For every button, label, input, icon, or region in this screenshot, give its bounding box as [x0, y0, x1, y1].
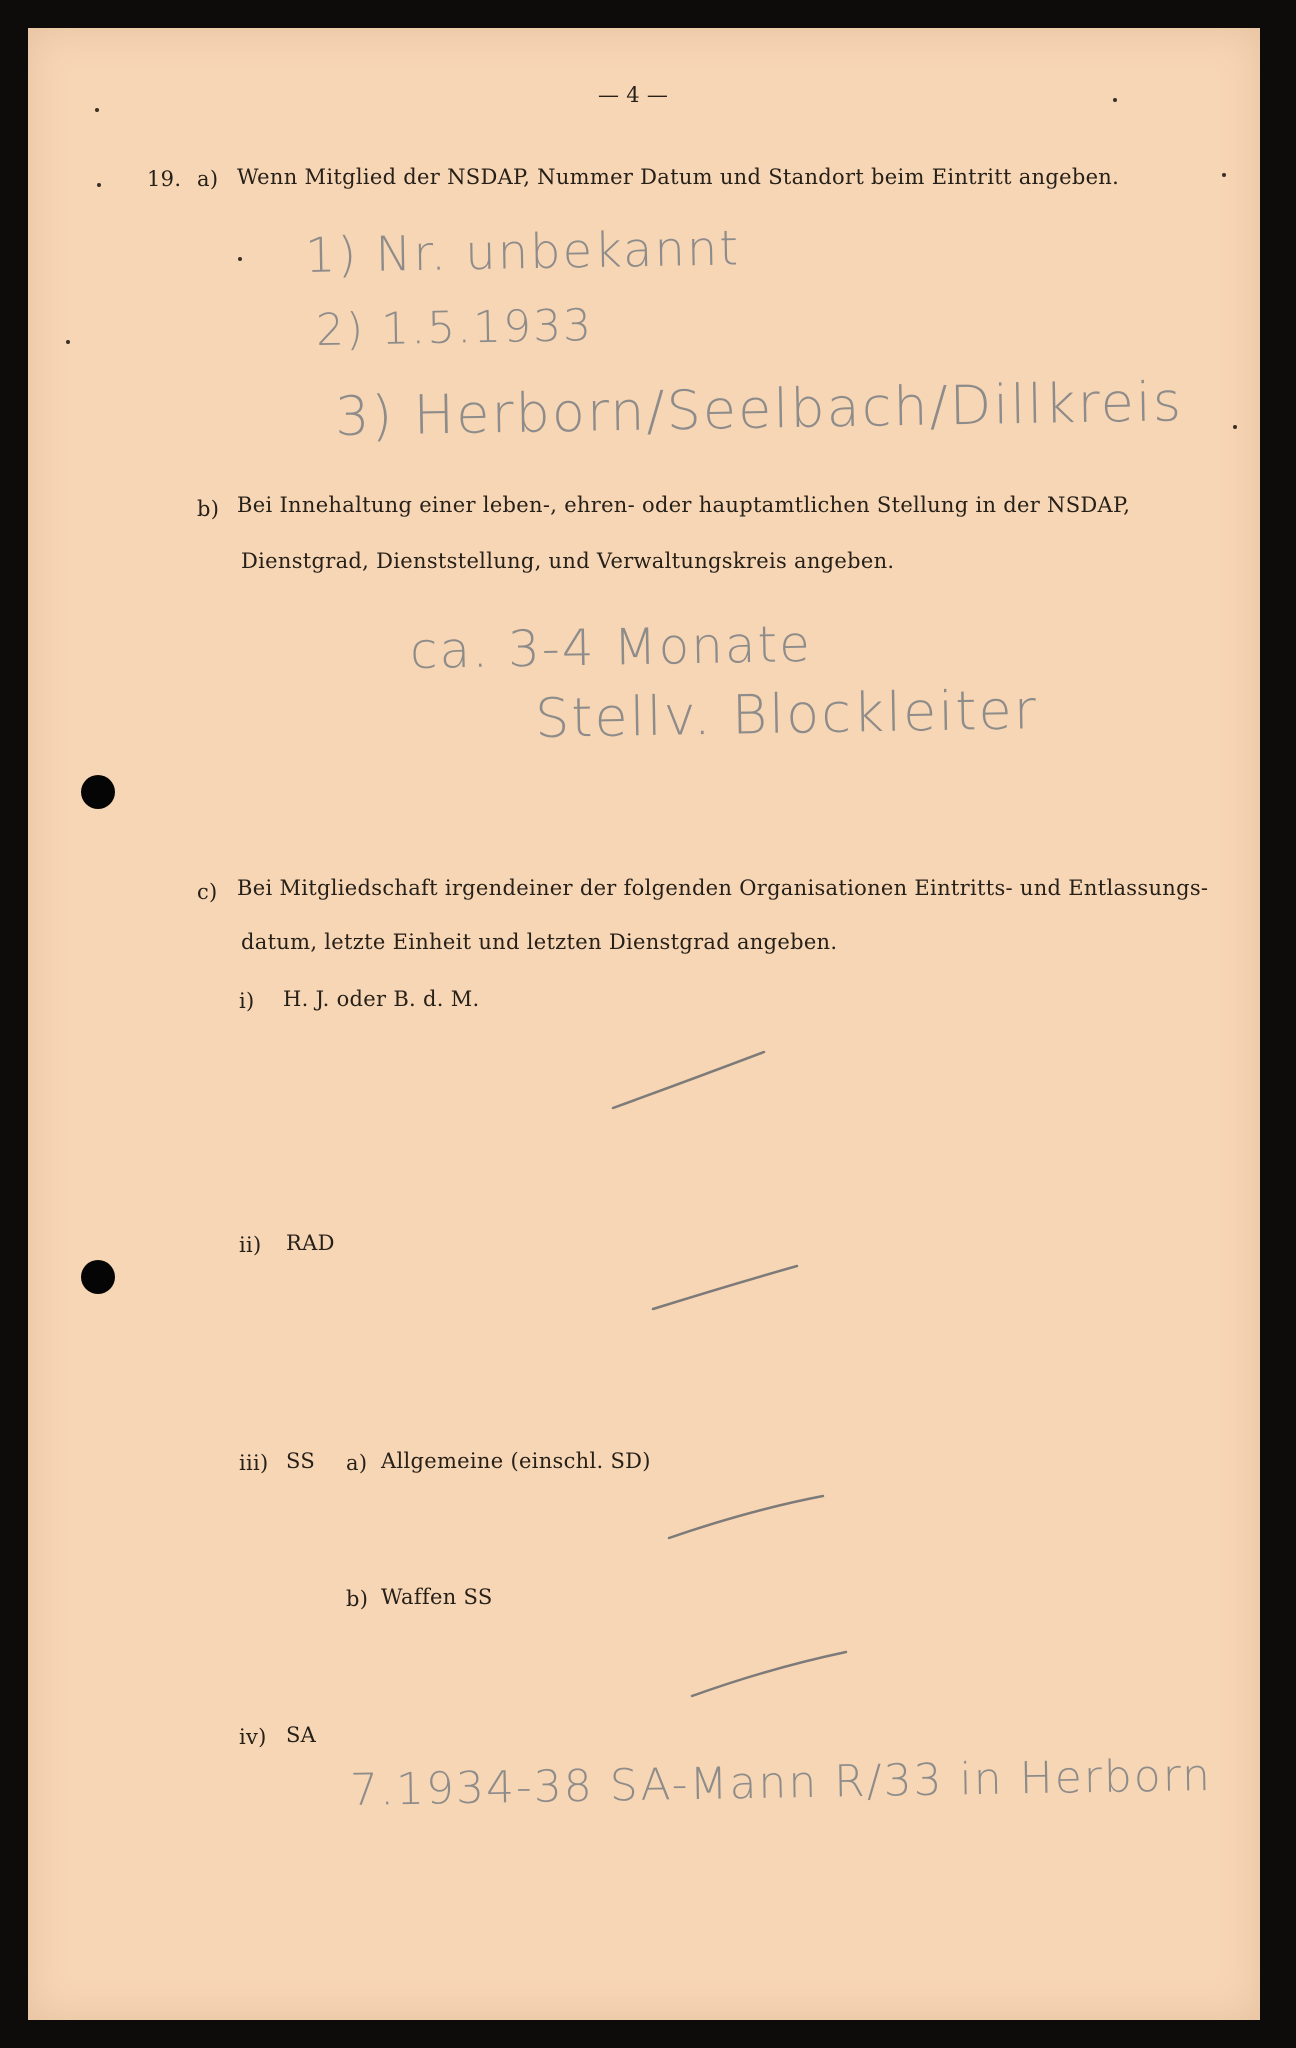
handwritten-answer-iv: 7.1934-38 SA-Mann R/33 in Herborn [349, 1749, 1213, 1816]
item-iv-label: iv) [239, 1725, 267, 1749]
dash-mark-rad [653, 1266, 797, 1309]
item-i-label: i) [239, 989, 255, 1013]
item-iii-sub-b-text: Waffen SS [381, 1585, 493, 1609]
question-19c-text-line1: Bei Mitgliedschaft irgendeiner der folgenden Organisationen Eintritts- und Entlassungs- [237, 876, 1209, 900]
item-i-text: H. J. oder B. d. M. [283, 987, 480, 1011]
handwritten-answer-19a-2: 2) 1.5.1933 [315, 300, 594, 356]
question-19c-text-line2: datum, letzte Einheit und letzten Dienstgrad angeben. [241, 930, 838, 954]
handwritten-answer-19a-1: 1) Nr. unbekannt [304, 220, 741, 284]
dash-mark-waffen-ss [692, 1652, 846, 1696]
item-iv-text: SA [286, 1723, 317, 1747]
question-19a-text: Wenn Mitglied der NSDAP, Nummer Datum und Standort beim Eintritt angeben. [237, 165, 1120, 189]
question-19b-label: b) [197, 497, 220, 521]
question-19a-label: a) [197, 167, 219, 191]
item-iii-sub-a-label: a) [346, 1451, 368, 1475]
item-iii-label: iii) [239, 1451, 269, 1475]
dash-mark-hj [613, 1052, 764, 1108]
question-19c-label: c) [197, 880, 218, 904]
item-iii-sub-b-label: b) [346, 1587, 369, 1611]
handwritten-answer-19b-1: ca. 3-4 Monate [409, 614, 813, 680]
question-number: 19. [147, 167, 182, 191]
page-number: — 4 — [598, 83, 669, 107]
handwritten-answer-19b-2: Stellv. Blockleiter [534, 678, 1039, 750]
item-ii-text: RAD [286, 1231, 335, 1255]
question-19b-text-line1: Bei Innehaltung einer leben-, ehren- oder hauptamtlichen Stellung in der NSDAP, [237, 493, 1131, 517]
dash-mark-ss-allgemeine [669, 1496, 823, 1538]
item-iii-text: SS [286, 1449, 316, 1473]
item-iii-sub-a-text: Allgemeine (einschl. SD) [381, 1449, 651, 1473]
handwritten-answer-19a-3: 3) Herborn/Seelbach/Dillkreis [334, 370, 1184, 448]
question-19b-text-line2: Dienstgrad, Dienststellung, und Verwaltungskreis angeben. [241, 549, 895, 573]
item-ii-label: ii) [239, 1233, 262, 1257]
